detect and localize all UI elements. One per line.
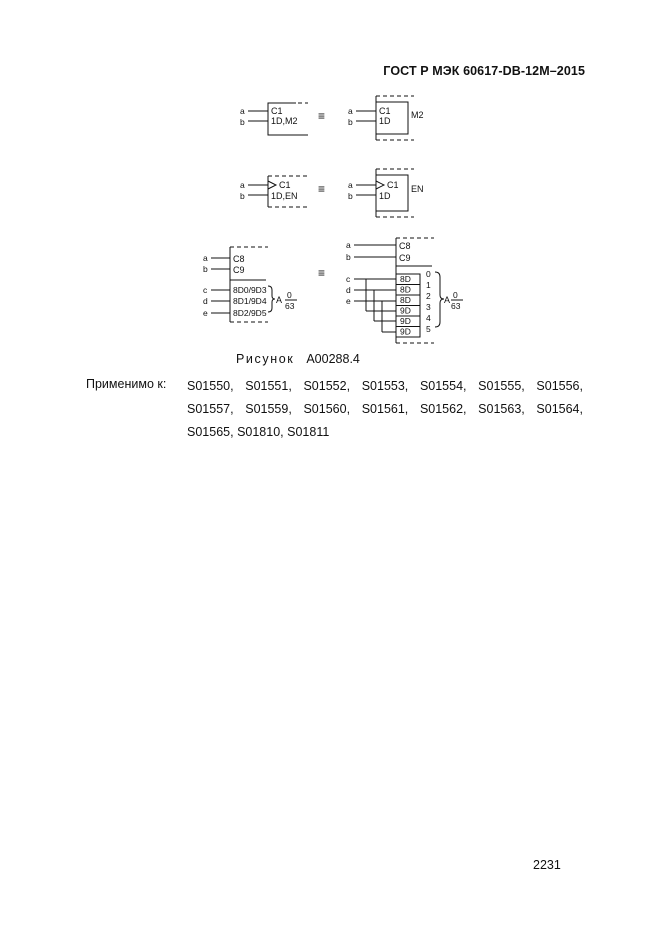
applies-code: S01550, (187, 379, 234, 393)
d3-input-c: c (203, 285, 208, 295)
d1-equivalence: ≡ (318, 109, 326, 123)
d3-cell-num-4: 4 (426, 313, 431, 323)
applies-code: S01560, (303, 402, 351, 416)
d3-right-input-b: b (346, 252, 351, 262)
applies-code: S01563, (478, 402, 525, 416)
applies-code: S01559, (245, 402, 292, 416)
standard-header: ГОСТ Р МЭК 60617-DB-12M–2015 (383, 64, 585, 78)
d3-right-input-e: e (346, 296, 351, 306)
diagram-2-left (240, 176, 308, 207)
applies-code: S01561, (361, 402, 409, 416)
applies-code: S01554, (419, 379, 467, 393)
d3-input-a: a (203, 253, 208, 263)
diagram-2-right (348, 169, 424, 217)
applies-code: S01555, (478, 379, 525, 393)
applies-line-2 (187, 398, 583, 421)
figure-a00288-4 (0, 0, 661, 360)
diagram-1-right (348, 96, 424, 140)
d3-right-input-a: a (346, 240, 351, 250)
applies-code: S01557, (187, 402, 234, 416)
d3-right-addr-0: 0 (453, 290, 458, 300)
d3-cell-1: 8D (400, 284, 411, 295)
applies-code: S01556, (536, 379, 583, 393)
d2-right-input-a: a (348, 180, 353, 190)
applies-code: S01565, (187, 425, 234, 439)
d3-cell-2: 8D (400, 295, 411, 305)
d2-right-en: EN (411, 184, 424, 194)
d3-left-c8: C8 (233, 254, 245, 264)
applies-code: S01553, (361, 379, 409, 393)
d3-right-addr-a: A (444, 295, 451, 305)
d3-right-input-c: c (346, 274, 351, 284)
d2-input-b: b (240, 191, 245, 201)
caption-id: A00288.4 (306, 352, 360, 366)
d3-cell-num-2: 2 (426, 291, 431, 301)
d3-left-addr-63: 63 (285, 301, 295, 311)
caption-word: Рисунок (236, 352, 295, 366)
d3-left-row-3: 8D2/9D5 (233, 308, 267, 318)
d1-right-c1: C1 (379, 106, 391, 116)
d1-left-c1: C1 (271, 106, 283, 116)
d3-left-addr-a: A (276, 295, 283, 305)
d1-right-input-b: b (348, 117, 353, 127)
applies-code: S01552, (303, 379, 351, 393)
d2-right-c1: C1 (387, 180, 399, 190)
applies-list (187, 375, 583, 444)
diagram-3-right (346, 238, 463, 343)
d2-input-a: a (240, 180, 245, 190)
d3-right-brace (435, 272, 444, 327)
d3-left-addr-0: 0 (287, 290, 292, 300)
d3-cell-3: 9D (400, 305, 411, 316)
d3-input-d: d (203, 296, 208, 306)
d1-right-m2: M2 (411, 110, 424, 120)
d3-left-row-1: 8D0/9D3 (233, 285, 267, 295)
d3-left-brace (268, 286, 275, 312)
applies-line-3 (187, 421, 583, 444)
applies-line-1 (187, 375, 583, 398)
applies-code: S01562, (419, 402, 467, 416)
d3-right-input-d: d (346, 285, 351, 295)
d1-right-input-a: a (348, 106, 353, 116)
applies-code: S01810, (237, 425, 284, 439)
d3-input-e: e (203, 308, 208, 318)
applies-label: Применимо к: (86, 377, 167, 391)
d2-left-1d-en: 1D,EN (271, 191, 298, 201)
d3-right-c8: C8 (399, 241, 411, 251)
d1-left-1d-m2: 1D,M2 (271, 116, 298, 126)
d3-right-c9: C9 (399, 253, 411, 263)
d3-left-row-2: 8D1/9D4 (233, 296, 267, 306)
d3-left-c9: C9 (233, 265, 245, 275)
d2-right-input-b: b (348, 191, 353, 201)
applies-code: S01811 (287, 425, 330, 439)
diagram-1-left (240, 103, 308, 135)
d3-cell-5: 9D (400, 326, 411, 337)
applies-code: S01564, (536, 402, 583, 416)
figure-caption (236, 352, 360, 366)
d3-cell-num-0: 0 (426, 269, 431, 279)
d2-left-c1: C1 (279, 180, 291, 190)
diagram-3-left (203, 247, 297, 322)
d3-right-addr-63: 63 (451, 301, 461, 311)
d1-input-a: a (240, 106, 245, 116)
d2-equivalence: ≡ (318, 182, 326, 196)
d3-cell-num-5: 5 (426, 324, 431, 334)
page-number: 2231 (533, 858, 561, 872)
d2-right-1d: 1D (379, 191, 391, 201)
d1-input-b: b (240, 117, 245, 127)
applies-code: S01551, (245, 379, 292, 393)
d3-cell-num-1: 1 (426, 280, 431, 290)
d3-cell-4: 9D (400, 316, 411, 326)
d3-cell-0: 8D (400, 274, 411, 284)
d1-right-1d: 1D (379, 116, 391, 126)
d3-cell-num-3: 3 (426, 302, 431, 312)
d3-input-b: b (203, 264, 208, 274)
d3-equivalence: ≡ (318, 266, 326, 280)
